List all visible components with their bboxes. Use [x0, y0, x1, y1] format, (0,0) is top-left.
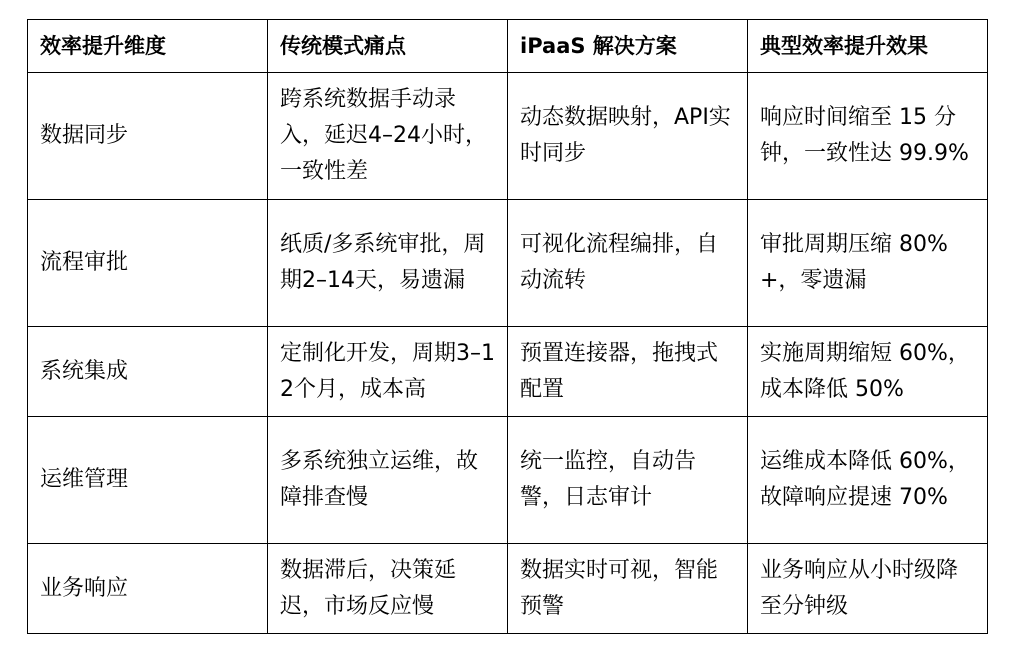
table-cell-pain-point: 跨系统数据手动录入，延迟4–24小时，一致性差 [268, 73, 508, 200]
table-cell-effect: 响应时间缩至 15 分钟，一致性达 99.9% [748, 73, 988, 200]
table-cell-dimension: 流程审批 [28, 200, 268, 327]
table-row [28, 417, 988, 544]
table-cell-pain-point: 数据滞后，决策延迟，市场反应慢 [268, 544, 508, 634]
header-ipaas-solution: iPaaS 解决方案 [508, 20, 748, 73]
efficiency-comparison-table [27, 19, 988, 634]
table-row [28, 200, 988, 327]
table-cell-effect: 实施周期缩短 60%，成本降低 50% [748, 327, 988, 417]
table-cell-effect: 运维成本降低 60%，故障响应提速 70% [748, 417, 988, 544]
table-cell-dimension: 系统集成 [28, 327, 268, 417]
header-typical-effect: 典型效率提升效果 [748, 20, 988, 73]
table-cell-solution: 动态数据映射，API实时同步 [508, 73, 748, 200]
table-cell-solution: 预置连接器，拖拽式配置 [508, 327, 748, 417]
table-cell-effect: 业务响应从小时级降至分钟级 [748, 544, 988, 634]
header-traditional-pain-points: 传统模式痛点 [268, 20, 508, 73]
table-row [28, 327, 988, 417]
header-dimension: 效率提升维度 [28, 20, 268, 73]
table-cell-dimension: 数据同步 [28, 73, 268, 200]
table-cell-pain-point: 定制化开发，周期3–12个月，成本高 [268, 327, 508, 417]
table-header-row [28, 20, 988, 73]
table-cell-dimension: 运维管理 [28, 417, 268, 544]
table-row [28, 544, 988, 634]
table-cell-pain-point: 纸质/多系统审批，周期2–14天，易遗漏 [268, 200, 508, 327]
table-row [28, 73, 988, 200]
table-cell-solution: 数据实时可视，智能预警 [508, 544, 748, 634]
table-cell-dimension: 业务响应 [28, 544, 268, 634]
table-cell-pain-point: 多系统独立运维，故障排查慢 [268, 417, 508, 544]
table-cell-solution: 统一监控，自动告警，日志审计 [508, 417, 748, 544]
table-cell-solution: 可视化流程编排，自动流转 [508, 200, 748, 327]
table-cell-effect: 审批周期压缩 80%+，零遗漏 [748, 200, 988, 327]
